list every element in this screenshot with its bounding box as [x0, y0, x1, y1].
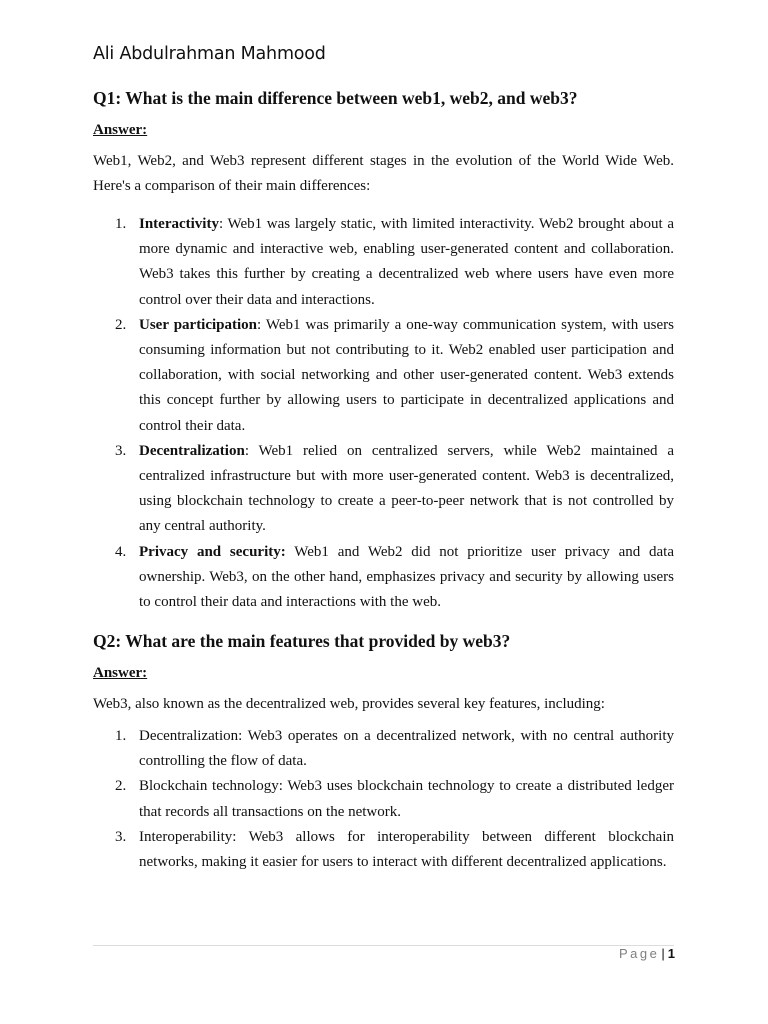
list-item-separator: : [257, 316, 262, 333]
question-2-heading: Q2: What are the main features that provided by web3? [93, 631, 511, 651]
page-footer [619, 946, 675, 961]
list-item-number: 4. [115, 543, 127, 560]
list-item-term: Privacy and security: [139, 543, 286, 560]
list-item-term: Interactivity [139, 216, 219, 232]
list-item-text: Web1 relied on centralized servers, while Web2 maintained a centralized infrastructure but with more user-generated content. Web3 is decentralized, using blockchain technology to create a peer-to-peer network that is not controlled by any central authority. [139, 442, 674, 535]
list-item-number: 1. [115, 728, 127, 744]
footer-separator: | [661, 946, 665, 961]
list-item-text: Interoperability: Web3 allows for interoperability between different blockchain networks, making it easier for users to interact with different decentralized applications. [139, 828, 674, 871]
footer-page-number: 1 [667, 946, 675, 961]
list-item-number: 2. [115, 316, 127, 333]
list-item-text: Web1 and Web2 did not prioritize user privacy and data ownership. Web3, on the other hand, emphasizes privacy and security by allowing users to control their data and interactions with the web. [139, 543, 675, 611]
list-item-text: Decentralization: Web3 operates on a decentralized network, with no central authority controlling the flow of data. [139, 728, 674, 770]
list-item-number: 2. [115, 778, 127, 795]
author-name: Ali Abdulrahman Mahmood [93, 44, 326, 64]
answer-2-intro: Web3, also known as the decentralized web, provides several key features, including: [93, 696, 605, 712]
list-item-text: Web1 was primarily a one-way communication system, with users consuming information but not contributing to it. Web2 enabled user participation and collaboration, with social networking and other user-generated content. Web3 extends this concept further by allowing users to participate in decentralized applications and control their data. [139, 316, 674, 434]
list-item-number: 1. [115, 216, 127, 232]
list-item-number: 3. [115, 442, 127, 459]
list-item-text: Blockchain technology: Web3 uses blockchain technology to create a distributed ledger that records all transactions on the network. [139, 778, 674, 820]
list-item [93, 724, 674, 774]
list-item-separator: : [244, 442, 249, 459]
list-item-term: Decentralization [139, 442, 245, 459]
list-item-term: User participation [139, 316, 258, 333]
list-item [93, 825, 674, 875]
list-item-separator: : [218, 216, 224, 232]
answer-2-list [93, 724, 674, 875]
list-item-text: Web1 was largely static, with limited interactivity. Web2 brought about a more dynamic and interactive web, enabling user-generated content and collaboration. Web3 takes this further by creating a decentralized web where users have even more control over their data and interactions. [139, 216, 674, 308]
question-1-heading: Q1: What is the main difference between web1, web2, and web3? [93, 88, 578, 108]
list-item [93, 313, 674, 439]
list-item [93, 212, 674, 313]
list-item [93, 774, 674, 824]
list-item [93, 540, 674, 616]
answer-1-intro: Web1, Web2, and Web3 represent different stages in the evolution of the World Wide Web. Here's a comparison of their main differences: [93, 153, 674, 194]
list-item-number: 3. [115, 828, 127, 845]
answer-1-label: Answer: [93, 122, 148, 138]
answer-1-list [93, 212, 674, 615]
answer-2-label: Answer: [93, 665, 148, 681]
list-item [93, 439, 674, 540]
footer-divider [93, 945, 674, 946]
footer-page-label: Page [619, 946, 660, 961]
